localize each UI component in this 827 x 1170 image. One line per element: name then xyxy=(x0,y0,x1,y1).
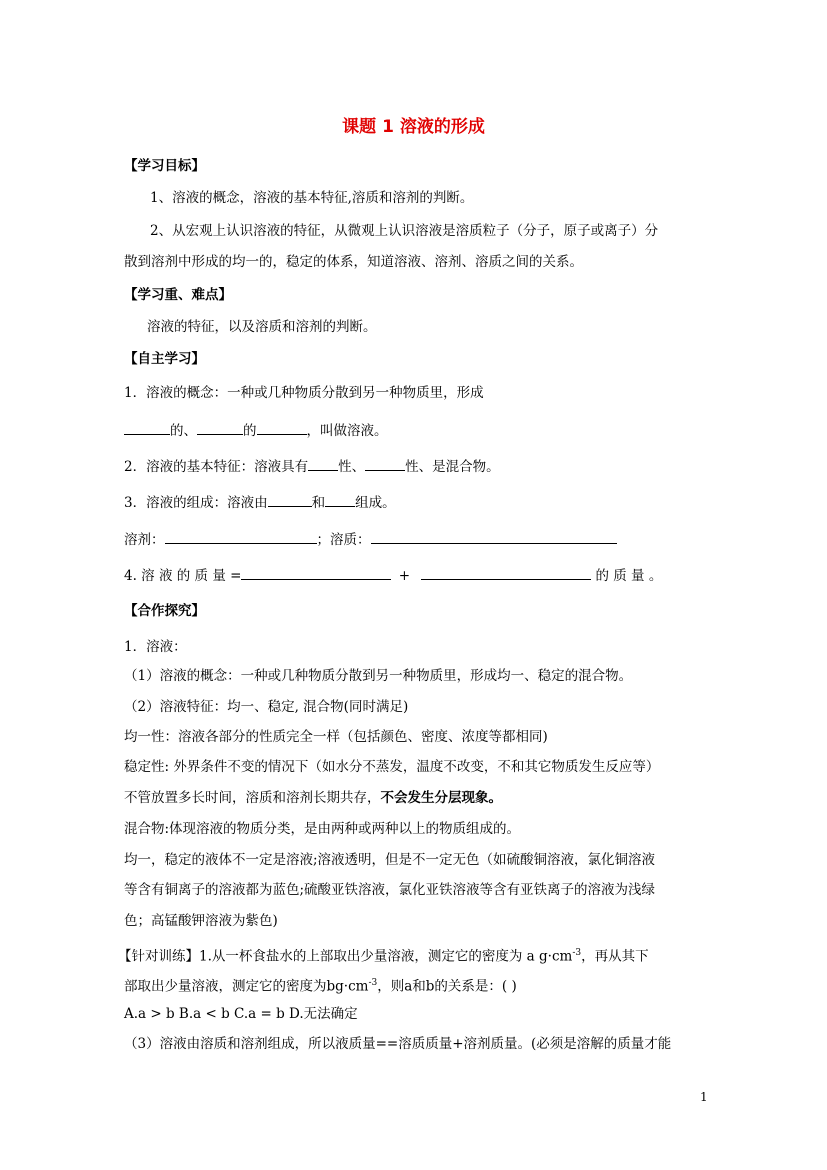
question-1-line-1: 1．溶液的概念：一种或几种物质分散到另一种物质里，形成 xyxy=(124,385,484,401)
blank[interactable] xyxy=(241,565,391,580)
key-points-heading: 【学习重、难点】 xyxy=(124,287,232,303)
coop-8: 均一，稳定的液体不一定是溶液;溶液透明，但是不一定无色（如硫酸铜溶液，氯化铜溶液 xyxy=(124,852,656,868)
page-title: 课题 1 溶液的形成 xyxy=(342,117,485,137)
training-1-options: A.a > b B.a < b C.a = b D.无法确定 xyxy=(124,1006,358,1022)
coop-5: 稳定性: 外界条件不变的情况下（如水分不蒸发，温度不改变，不和其它物质发生反应等） xyxy=(124,759,660,775)
question-2: 2．溶液的基本特征：溶液具有 性、 性、是混合物。 xyxy=(124,456,500,477)
coop-9: 等含有铜离子的溶液都为蓝色;硫酸亚铁溶液，氯化亚铁溶液等含有亚铁离子的溶液为浅绿 xyxy=(124,882,656,898)
blank[interactable] xyxy=(365,456,405,471)
coop-3: （2）溶液特征：均一、稳定, 混合物(同时满足) xyxy=(124,699,409,715)
blank[interactable] xyxy=(308,456,338,471)
question-1-line-2: 的、 的 ，叫做溶液。 xyxy=(124,420,388,441)
blank[interactable] xyxy=(124,420,170,435)
blank[interactable] xyxy=(325,492,355,507)
coop-11: （3）溶液由溶质和溶剂组成，所以液质量==溶质质量+溶剂质量。(必须是溶解的质量才能 xyxy=(124,1036,672,1052)
blank[interactable] xyxy=(421,565,591,580)
question-4: 4. 溶 液 的 质 量 = + 的 质 量 。 xyxy=(124,565,662,586)
page-number: 1 xyxy=(700,1090,708,1104)
question-3-solvent-solute: 溶剂： ；溶质： xyxy=(124,529,617,550)
coop-2: （1）溶液的概念：一种或几种物质分散到另一种物质里，形成均一、稳定的混合物。 xyxy=(124,668,633,684)
cooperative-heading: 【合作探究】 xyxy=(124,603,205,619)
blank[interactable] xyxy=(257,420,307,435)
coop-4: 均一性：溶液各部分的性质完全一样（包括颜色、密度、浓度等都相同) xyxy=(124,729,548,745)
blank[interactable] xyxy=(197,420,243,435)
coop-7: 混合物:体现溶液的物质分类，是由两种或两种以上的物质组成的。 xyxy=(124,821,521,837)
coop-1: 1．溶液： xyxy=(124,639,187,655)
blank[interactable] xyxy=(371,529,617,544)
goals-heading: 【学习目标】 xyxy=(124,158,205,174)
coop-6: 不管放置多长时间，溶质和溶剂长期共存，不会发生分层现象。 xyxy=(124,790,502,806)
key-point-1: 溶液的特征，以及溶质和溶剂的判断。 xyxy=(147,319,377,335)
training-1-line-2: 部取出少量溶液，测定它的密度为$bg\cdot cm^{-3}$，则a和b的关系是：( ) xyxy=(124,978,517,995)
blank[interactable] xyxy=(165,529,317,544)
training-1-line-1: 【针对训练】1.从一杯食盐水的上部取出少量溶液，测定它的密度为 a $g\cdot cm^{-3}$，再从其下 xyxy=(118,948,649,965)
goal-2-line-1: 2、从宏观上认识溶液的特征，从微观上认识溶液是溶质粒子（分子，原子或离子）分 xyxy=(150,223,659,239)
goal-1: 1、溶液的概念，溶液的基本特征,溶质和溶剂的判断。 xyxy=(150,190,474,206)
coop-10: 色；高锰酸钾溶液为紫色) xyxy=(124,913,278,929)
self-study-heading: 【自主学习】 xyxy=(124,351,205,367)
goal-2-line-2: 散到溶剂中形成的均一的，稳定的体系，知道溶液、溶剂、溶质之间的关系。 xyxy=(124,254,583,270)
blank[interactable] xyxy=(268,492,312,507)
question-3: 3．溶液的组成：溶液由 和 组成。 xyxy=(124,492,396,513)
